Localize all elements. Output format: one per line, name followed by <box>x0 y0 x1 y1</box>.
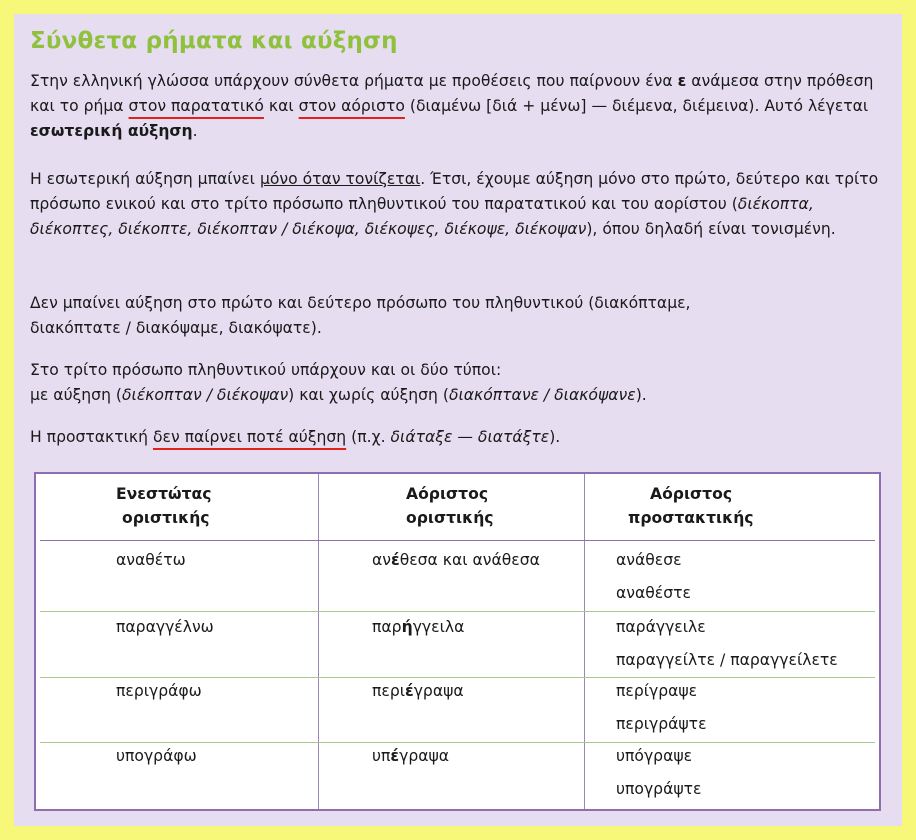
page-title: Σύνθετα ρήματα και αύξηση <box>30 28 398 54</box>
underlined-stressed-only: μόνο όταν τονίζεται <box>259 170 421 188</box>
table-cell-imperative: ανάθεσε αναθέστε <box>616 551 691 602</box>
underlined-aorist: στον αόριστο <box>298 97 405 115</box>
paragraph-no-augment: Δεν μπαίνει αύξηση στο πρώτο και δεύτερο πρόσωπο του πληθυντικού (διακόπταμε, διακόπτατε / διακόψαμε, διακόψατε). <box>30 294 691 337</box>
table-cell-present: παραγγέλνω <box>116 618 214 636</box>
paragraph-stress-rule: Η εσωτερική αύξηση μπαίνει μόνο όταν τονίζεται. Έτσι, έχουμε αύξηση μόνο στο πρώτο, δεύτερο και τρίτο πρόσωπο ενικού και στο τρίτο πρόσωπο πληθυντικού του παρατατικού και του αορίστου (διέκοπτα, διέκοπτες, διέκοπτε, διέκοπταν / διέκοψα, διέκοψες, διέκοψε, διέκοψαν), όπου δηλαδή είναι τονισμένη. <box>30 170 879 238</box>
table-cell-present: περιγράφω <box>116 682 202 700</box>
table-cell-imperative: παράγγειλε παραγγείλτε / παραγγείλετε <box>616 618 838 669</box>
underlined-never-augment: δεν παίρνει ποτέ αύξηση <box>152 428 347 446</box>
table-cell-aorist: περιέγραψα <box>372 682 464 700</box>
table-cell-aorist: παρήγγειλα <box>372 618 465 636</box>
table-cell-present: αναθέτω <box>116 551 186 569</box>
term-internal-augment: εσωτερική αύξηση <box>30 122 193 140</box>
paragraph-third-plural: Στο τρίτο πρόσωπο πληθυντικού υπάρχουν και οι δύο τύποι: με αύξηση (διέκοπταν / διέκοψαν) και χωρίς αύξηση (διακόπτανε / διακόψανε). <box>30 361 647 404</box>
table-cell-aorist: ανέθεσα και ανάθεσα <box>372 551 540 569</box>
paragraph-internal-augment-intro: Στην ελληνική γλώσσα υπάρχουν σύνθετα ρήματα με προθέσεις που παίρνουν ένα ε ανάμεσα στην πρόθεση και το ρήμα στον παρατατικό και στον αόριστο (διαμένω [διά + μένω] — διέμενα, διέμεινα). Αυτό λέγεται εσωτερική αύξηση. <box>30 72 874 140</box>
underlined-imperfect: στον παρατατικό <box>128 97 264 115</box>
grammar-panel <box>14 14 902 826</box>
header-divider <box>40 540 875 541</box>
table-cell-imperative: περίγραψε περιγράψτε <box>616 682 707 733</box>
column-divider <box>318 474 319 809</box>
header-aorist-imperative: Αόριστος προστακτικής <box>628 485 754 527</box>
header-aorist-indicative: Αόριστος οριστικής <box>406 485 494 527</box>
column-divider <box>584 474 585 809</box>
table-cell-imperative: υπόγραψε υπογράψτε <box>616 747 702 798</box>
header-present-indicative: Ενεστώτας οριστικής <box>116 485 212 527</box>
table-cell-aorist: υπέγραψα <box>372 747 450 765</box>
table-cell-present: υπογράφω <box>116 747 197 765</box>
paragraph-imperative: Η προστακτική δεν παίρνει ποτέ αύξηση (π.χ. διάταξε — διατάξτε). <box>30 428 561 446</box>
example-forms: διέκοπτα, διέκοπτες, διέκοπτε, διέκοπταν / διέκοψα, διέκοψες, διέκοψε, διέκοψαν <box>30 195 814 238</box>
verb-forms-table <box>34 472 881 811</box>
